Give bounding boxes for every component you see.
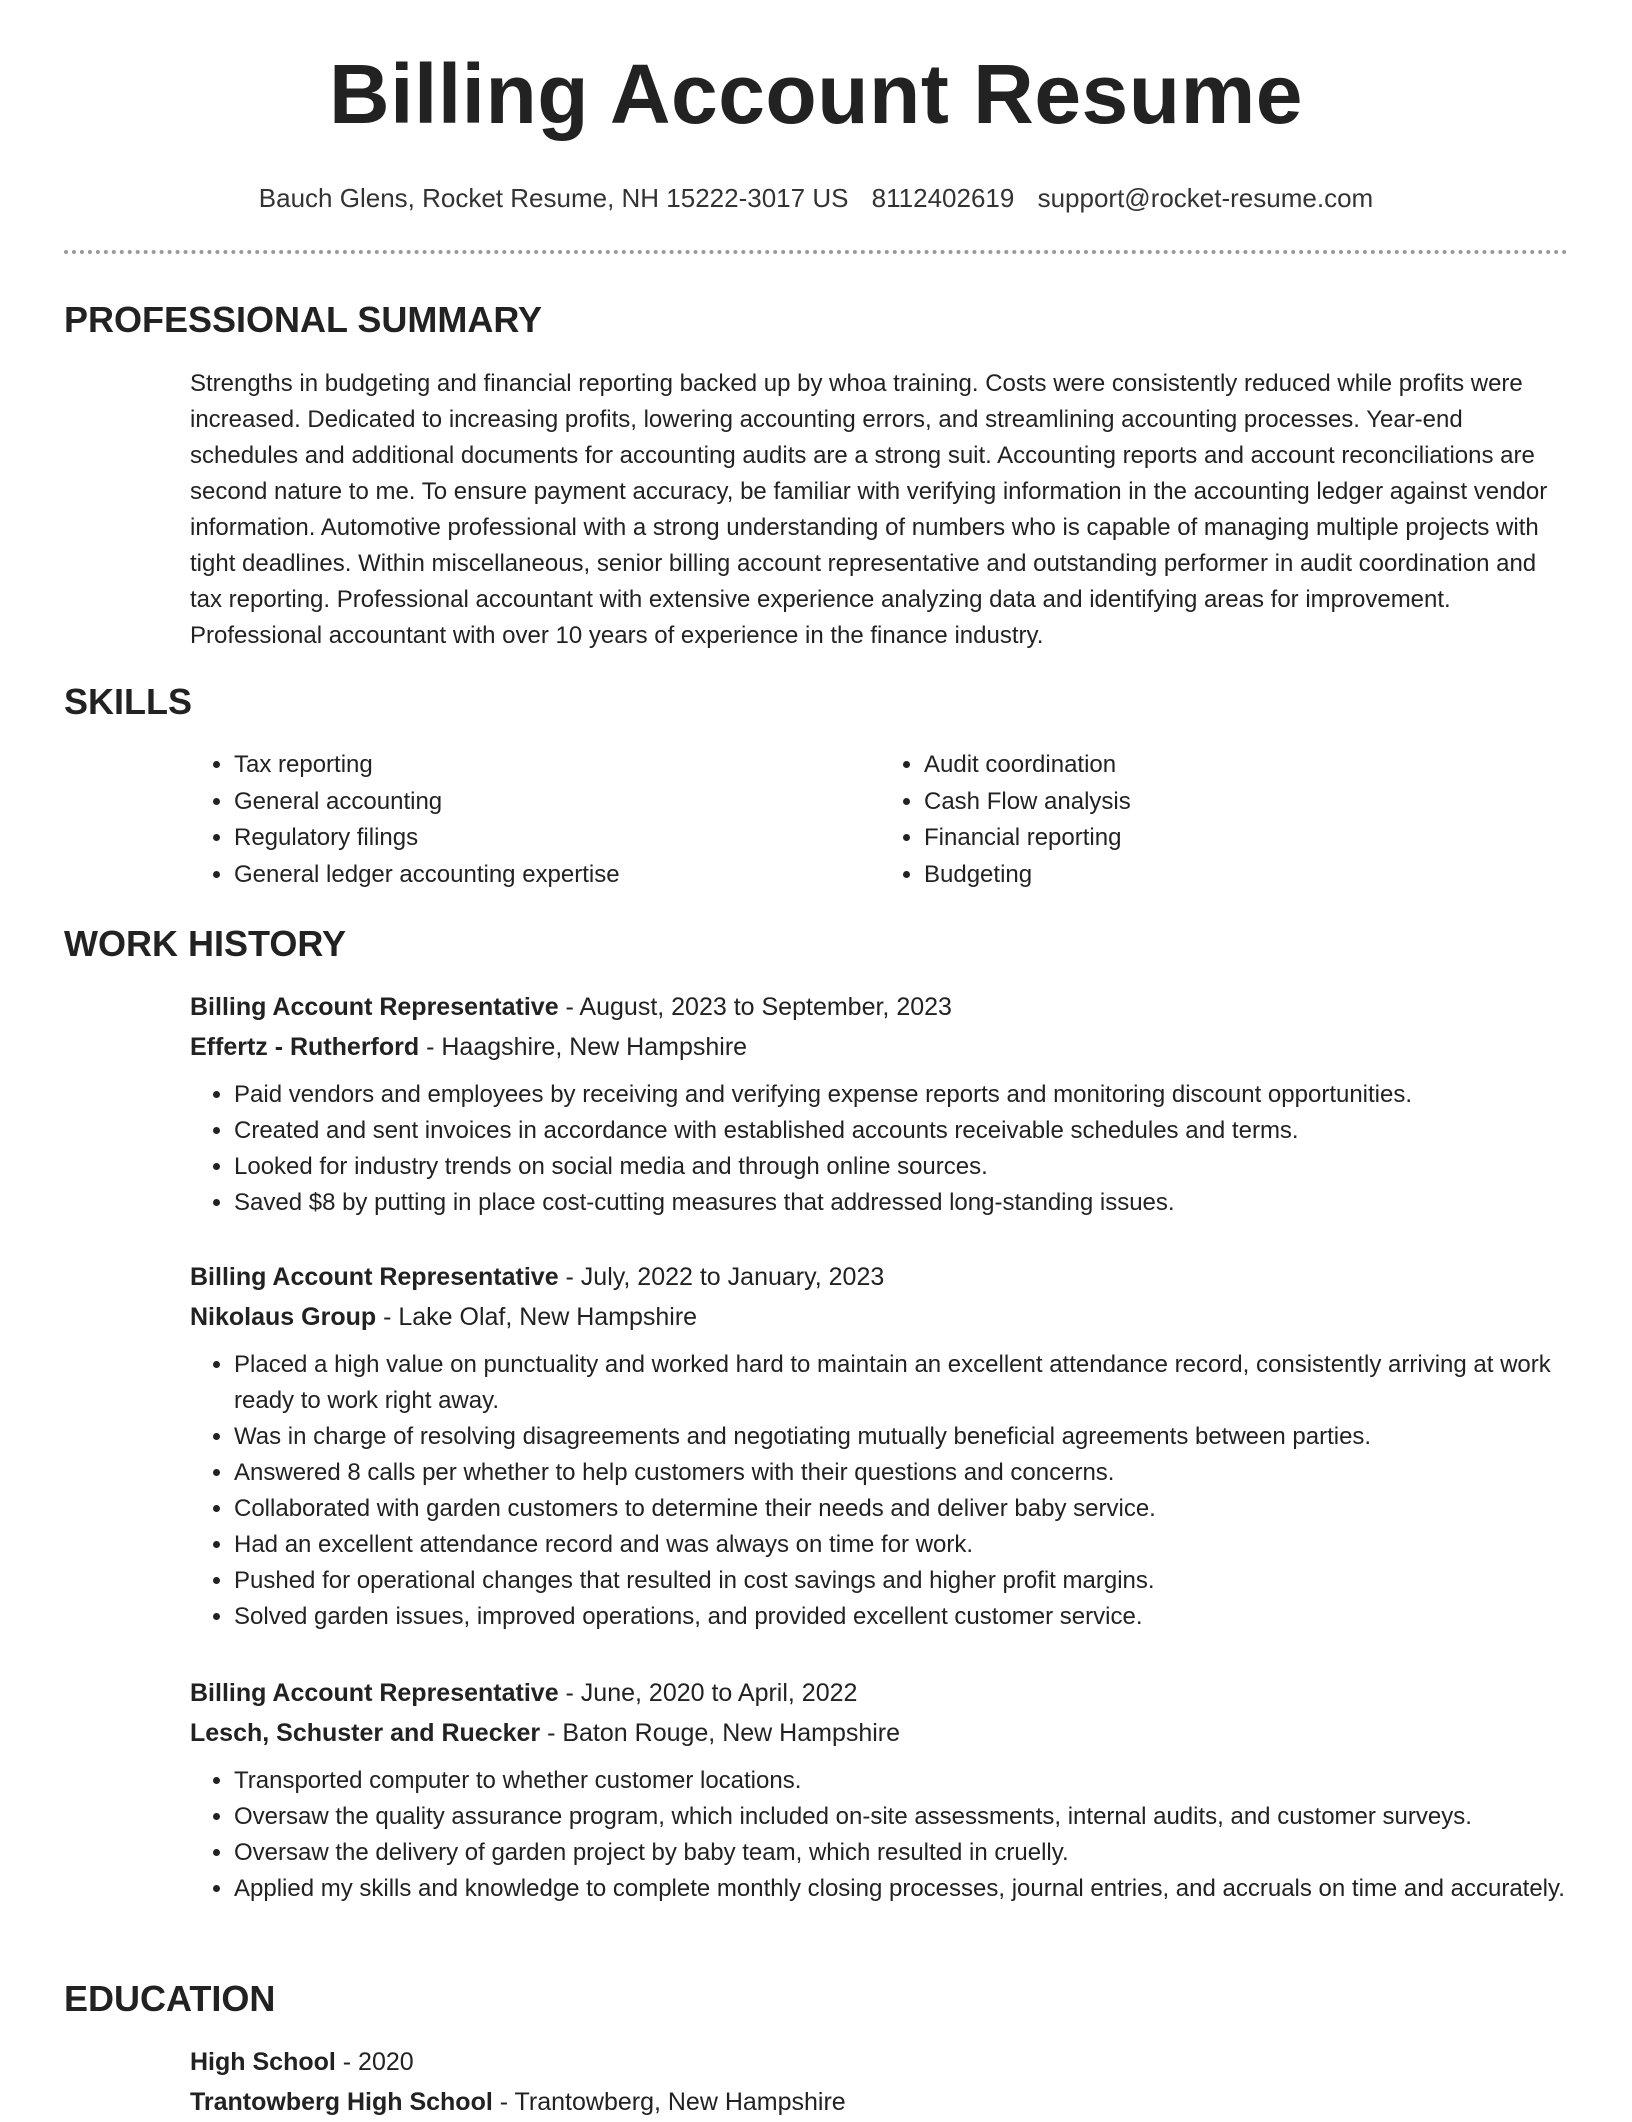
job-bullets (190, 1347, 1570, 1635)
skills-list (190, 747, 1570, 893)
job-bullet: • Oversaw the quality assurance program, which included on-site assessments, internal audits, and customer surveys. (234, 1799, 1570, 1835)
education-entry (190, 2042, 1570, 2122)
job-dates: - June, 2020 to April, 2022 (558, 1679, 858, 1707)
education-location: - Trantowberg, New Hampshire (492, 2088, 846, 2116)
job-bullet: • Transported computer to whether customer locations. (234, 1763, 1570, 1799)
job-bullet: • Solved garden issues, improved operations, and provided excellent customer service. (234, 1599, 1570, 1635)
job-location: - Baton Rouge, New Hampshire (540, 1719, 901, 1747)
job-company: Nikolaus Group (190, 1303, 377, 1331)
contact-line (0, 182, 1632, 214)
job-title: Billing Account Representative (190, 1679, 559, 1707)
job-title: Billing Account Representative (190, 993, 559, 1021)
job-title: Billing Account Representative (190, 1263, 559, 1291)
skill-item: • General accounting (234, 784, 880, 821)
job-title-line (190, 1673, 1570, 1713)
contact-phone: 8112402619 (871, 183, 1015, 213)
job-location: - Haagshire, New Hampshire (419, 1033, 748, 1061)
summary-heading: PROFESSIONAL SUMMARY (64, 299, 543, 340)
skills-heading: SKILLS (64, 681, 193, 722)
job-company: Effertz - Rutherford (190, 1033, 420, 1061)
education-year: - 2020 (335, 2048, 414, 2076)
job-location: - Lake Olaf, New Hampshire (376, 1303, 698, 1331)
education-degree-line (190, 2042, 1570, 2082)
job-entry (190, 987, 1570, 1221)
skill-item: • Financial reporting (924, 820, 1570, 857)
skill-item: • Tax reporting (234, 747, 880, 784)
skill-item: • Audit coordination (924, 747, 1570, 784)
job-bullets (190, 1077, 1570, 1221)
job-bullets (190, 1763, 1570, 1907)
job-company: Lesch, Schuster and Ruecker (190, 1719, 541, 1747)
education-school: Trantowberg High School (190, 2088, 493, 2116)
skill-item: • Budgeting (924, 857, 1570, 894)
education-degree: High School (190, 2048, 336, 2076)
job-bullet: • Looked for industry trends on social media and through online sources. (234, 1149, 1570, 1185)
job-bullet: • Had an excellent attendance record and was always on time for work. (234, 1527, 1570, 1563)
education-school-line (190, 2082, 1570, 2122)
job-company-line (190, 1027, 1570, 1067)
skill-item: • General ledger accounting expertise (234, 857, 880, 894)
job-bullet: • Collaborated with garden customers to determine their needs and deliver baby service. (234, 1491, 1570, 1527)
job-title-line (190, 1257, 1570, 1297)
job-dates: - July, 2022 to January, 2023 (558, 1263, 885, 1291)
job-company-line (190, 1713, 1570, 1753)
job-entry (190, 1257, 1570, 1635)
job-company-line (190, 1297, 1570, 1337)
work-history-heading: WORK HISTORY (64, 923, 347, 964)
job-bullet: • Applied my skills and knowledge to complete monthly closing processes, journal entries, and accruals on time and accurately. (234, 1871, 1570, 1907)
skills-column-right (880, 747, 1570, 893)
summary-text: Strengths in budgeting and financial reporting backed up by whoa training. Costs were consistently reduced while profits were increased. Dedicated to increasing profits, lowering accounting errors, and streamlining accounting processes. Year-end schedules and additional documents for accounting audits are a strong suit. Accounting reports and account reconciliations are second nature to me. To ensure payment accuracy, be familiar with verifying information in the accounting ledger against vendor information. Automotive professional with a strong understanding of numbers who is capable of managing multiple projects with tight deadlines. Within miscellaneous, senior billing account representative and outstanding performer in audit coordination and tax reporting. Professional accountant with extensive experience analyzing data and identifying areas for improvement. Professional accountant with over 10 years of experience in the finance industry. (190, 370, 1548, 649)
job-bullet: • Saved $8 by putting in place cost-cutting measures that addressed long-standing issues. (234, 1185, 1570, 1221)
resume-title: Billing Account Resume (328, 47, 1303, 141)
job-bullet: • Answered 8 calls per whether to help customers with their questions and concerns. (234, 1455, 1570, 1491)
education-heading: EDUCATION (64, 1978, 276, 2019)
job-bullet: • Placed a high value on punctuality and worked hard to maintain an excellent attendance record, consistently arriving at work ready to work right away. (234, 1347, 1570, 1419)
job-title-line (190, 987, 1570, 1027)
contact-email: support@rocket-resume.com (1037, 183, 1374, 213)
job-dates: - August, 2023 to September, 2023 (558, 993, 952, 1021)
header-divider (64, 250, 1568, 254)
job-bullet: • Created and sent invoices in accordance with established accounts receivable schedules and terms. (234, 1113, 1570, 1149)
job-entry (190, 1673, 1570, 1907)
skill-item: • Cash Flow analysis (924, 784, 1570, 821)
job-bullet: • Oversaw the delivery of garden project by baby team, which resulted in cruelly. (234, 1835, 1570, 1871)
job-bullet: • Pushed for operational changes that resulted in cost savings and higher profit margins. (234, 1563, 1570, 1599)
job-bullet: • Was in charge of resolving disagreements and negotiating mutually beneficial agreements between parties. (234, 1419, 1570, 1455)
job-bullet: • Paid vendors and employees by receiving and verifying expense reports and monitoring discount opportunities. (234, 1077, 1570, 1113)
skill-item: • Regulatory filings (234, 820, 880, 857)
skills-column-left (190, 747, 880, 893)
contact-address: Bauch Glens, Rocket Resume, NH 15222-3017 US (258, 183, 849, 213)
